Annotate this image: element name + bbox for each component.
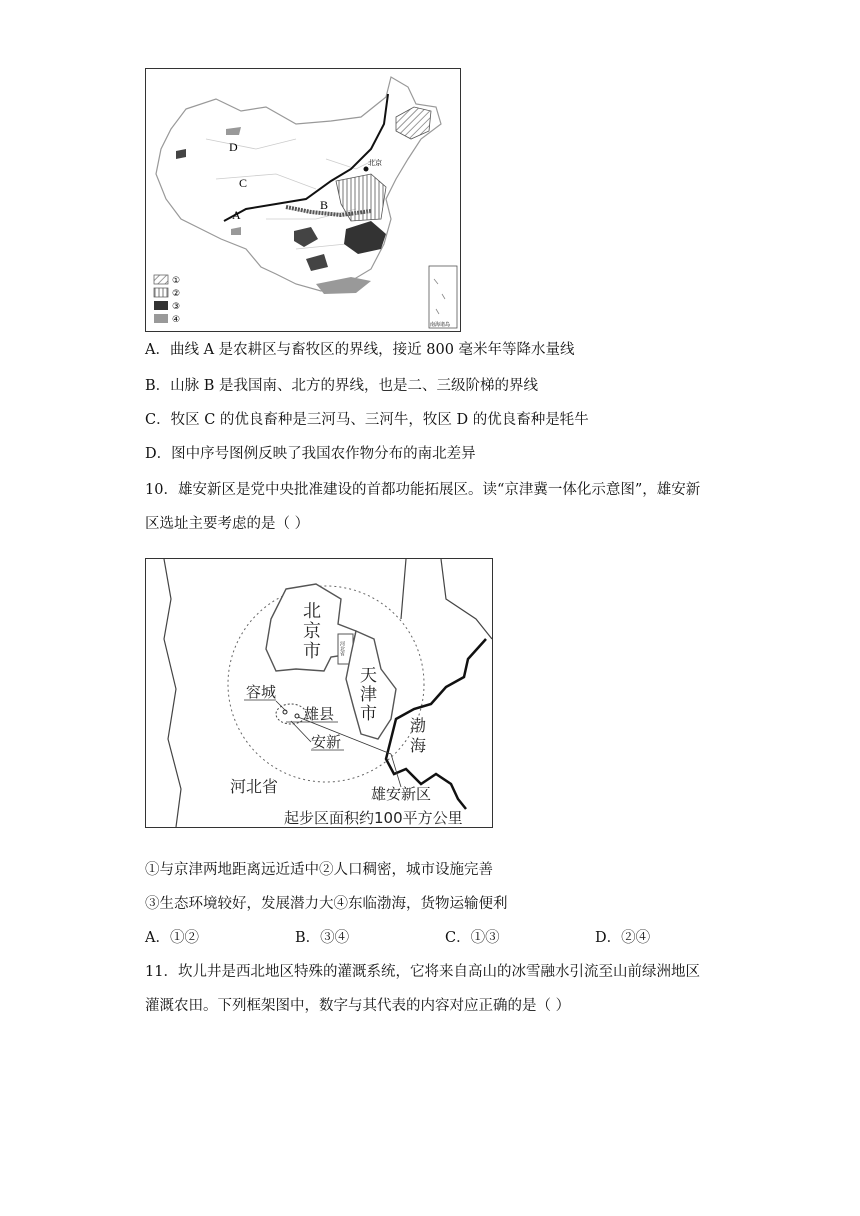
q10-statements-line1: ①与京津两地距离远近适中②人口稠密，城市设施完善 <box>145 862 493 878</box>
legend-label-2: ② <box>172 289 181 299</box>
q11-stem-line2: 灌溉农田。下列框架图中，数字与其代表的内容对应正确的是（ ） <box>145 998 571 1014</box>
china-map-drawing <box>146 69 460 331</box>
rongcheng-point <box>283 710 287 714</box>
label-beijing-2: 京 <box>303 621 321 642</box>
label-rongcheng: 容城 <box>246 683 277 701</box>
q10-choice-c: C．①③ <box>445 930 500 946</box>
south-china-sea-inset <box>429 266 457 328</box>
label-tianjin-3: 市 <box>360 704 377 724</box>
label-hebei-enclave: 河北省 <box>339 641 345 656</box>
q10-choice-d: D．②④ <box>595 930 651 946</box>
label-d: D <box>229 140 238 154</box>
q10-stem-line1: 10．雄安新区是党中央批准建设的首都功能拓展区。读“京津冀一体化示意图”，雄安新 <box>145 482 701 498</box>
q9-option-b: B．山脉 B 是我国南、北方的界线，也是二、三级阶梯的界线 <box>145 378 539 394</box>
q9-option-c: C．牧区 C 的优良畜种是三河马、三河牛，牧区 D 的优良畜种是牦牛 <box>145 412 589 428</box>
label-c: C <box>239 176 248 190</box>
label-xiongan: 雄安新区 <box>371 785 432 803</box>
label-capital: 北京 <box>368 159 382 167</box>
label-b: B <box>320 198 329 212</box>
legend-label-3: ③ <box>172 302 181 312</box>
q10-stem-line2: 区选址主要考虑的是（ ） <box>145 516 310 532</box>
label-beijing-1: 北 <box>303 601 321 622</box>
q10-statements-line2: ③生态环境较好，发展潜力大④东临渤海，货物运输便利 <box>145 896 508 912</box>
label-tianjin-2: 津 <box>360 685 377 705</box>
bohai-coastline <box>386 639 486 809</box>
label-tianjin-1: 天 <box>360 666 377 686</box>
label-a: A <box>232 208 241 222</box>
label-xiongxian: 雄县 <box>304 705 335 723</box>
china-outline <box>156 77 441 291</box>
legend-swatch-3 <box>154 301 168 310</box>
capital-marker <box>364 167 369 172</box>
label-hebei: 河北省 <box>230 777 279 796</box>
q9-option-d: D．图中序号图例反映了我国农作物分布的南北差异 <box>145 446 476 462</box>
china-agriculture-map <box>145 68 461 332</box>
label-bohai-2: 海 <box>410 736 427 755</box>
q9-option-a: A．曲线 A 是农耕区与畜牧区的界线，接近 800 毫米年等降水量线 <box>145 342 575 358</box>
legend-swatch-1 <box>154 275 168 284</box>
legend-swatch-4 <box>154 314 168 323</box>
q11-stem-line1: 11．坎儿井是西北地区特殊的灌溉系统，它将来自高山的冰雪融水引流至山前绿洲地区 <box>145 964 700 980</box>
q10-choice-a: A．①② <box>145 930 199 946</box>
label-beijing-3: 市 <box>303 641 321 662</box>
jingjinji-map <box>145 558 493 828</box>
label-bohai-1: 渤 <box>410 716 427 735</box>
label-anxin: 安新 <box>311 733 342 751</box>
legend-swatch-2 <box>154 288 168 297</box>
q10-choice-b: B．③④ <box>295 930 350 946</box>
jingjinji-map-drawing <box>146 559 492 827</box>
legend-label-1: ① <box>172 276 181 286</box>
legend-label-4: ④ <box>172 315 181 325</box>
inset-label: 南海诸岛 <box>430 322 451 328</box>
label-start-area: 起步区面积约100平方公里 <box>284 809 463 827</box>
